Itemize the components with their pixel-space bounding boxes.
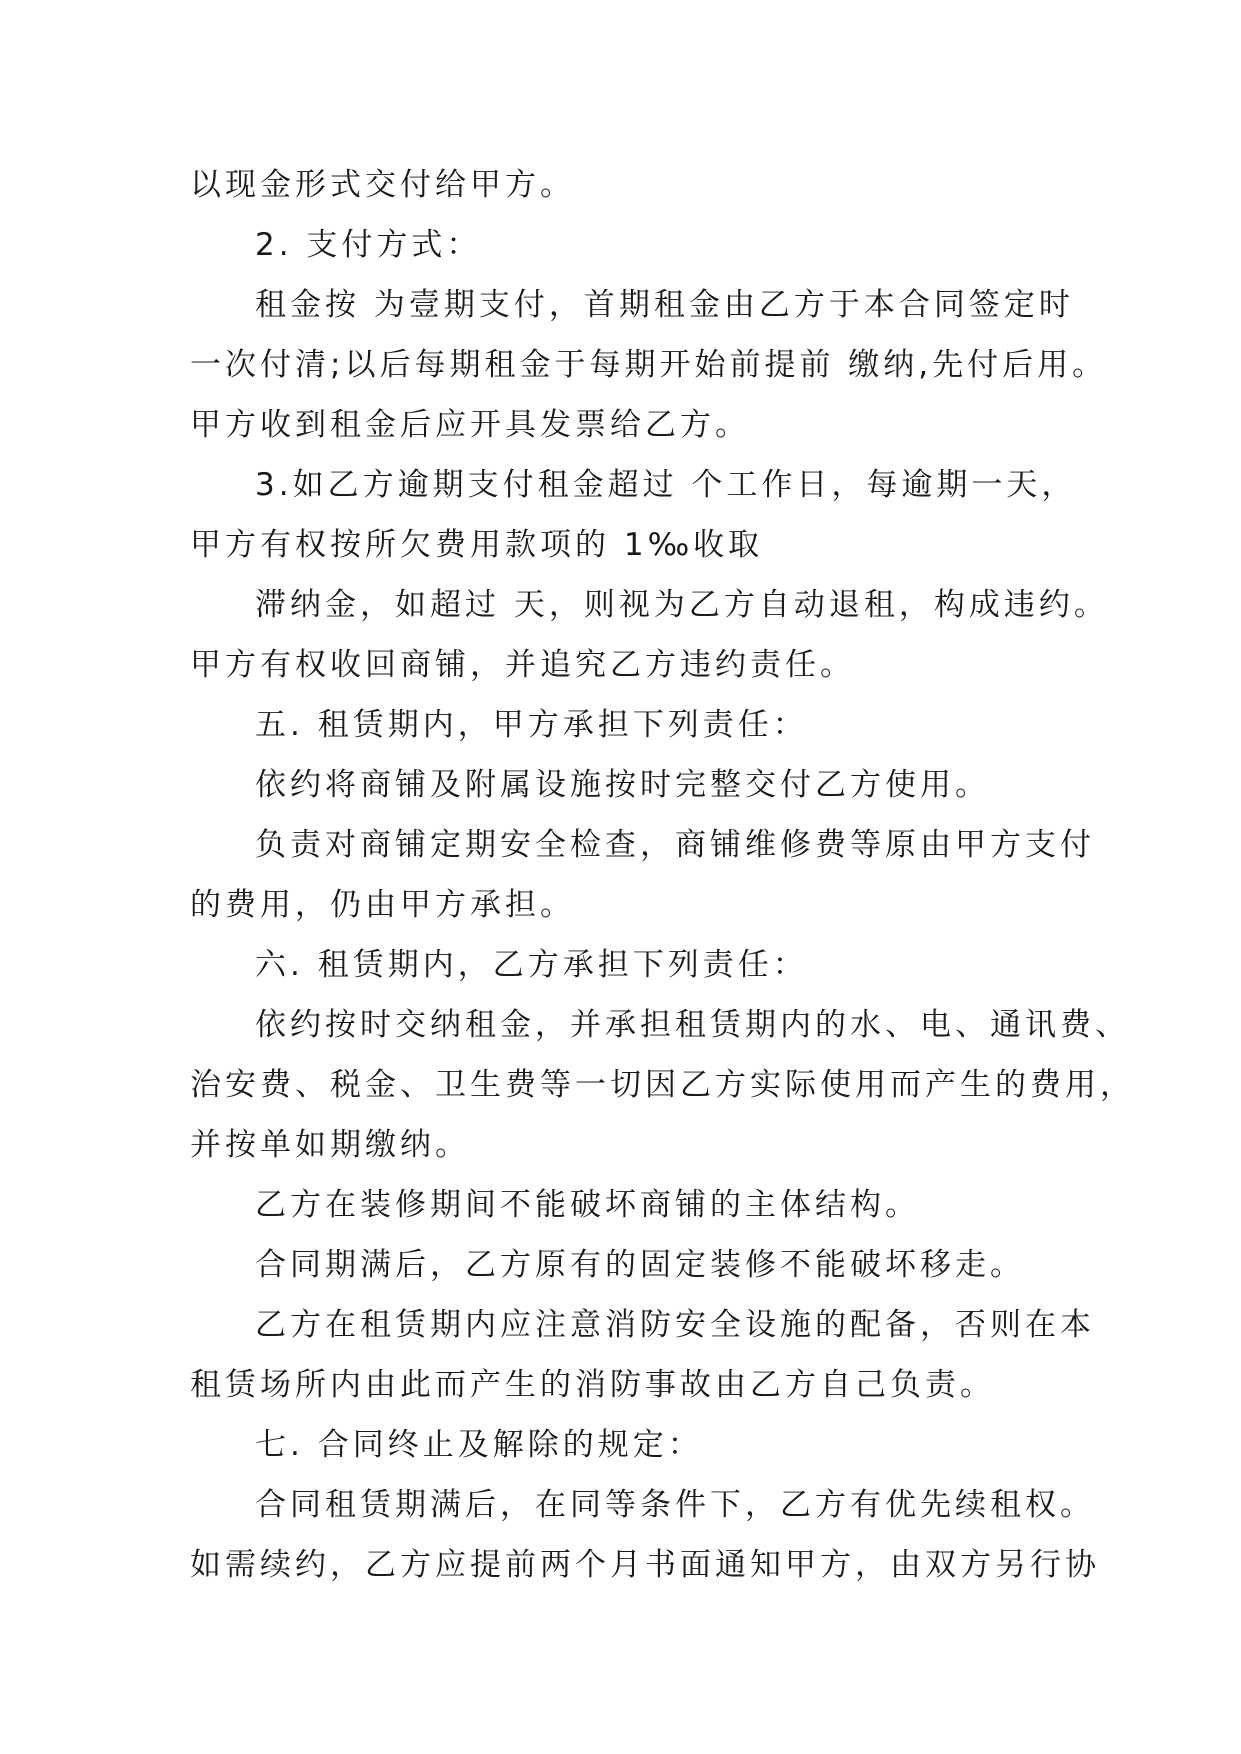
text-line: 乙方在装修期间不能破坏商铺的主体结构。 [255, 1187, 920, 1223]
text-line: 甲方收到租金后应开具发票给乙方。 [190, 407, 750, 443]
section-heading: 五. 租赁期内，甲方承担下列责任： [255, 707, 808, 743]
text-line: 如需续约，乙方应提前两个月书面通知甲方，由双方另行协 [190, 1547, 1100, 1583]
text-line: 依约将商铺及附属设施按时完整交付乙方使用。 [255, 767, 990, 803]
text-line: 并按单如期缴纳。 [190, 1127, 470, 1163]
text-line: 甲方有权按所欠费用款项的 1‰收取 [190, 527, 764, 563]
text-line: 租赁场所内由此而产生的消防事故由乙方自己负责。 [190, 1367, 995, 1403]
text-line: 乙方在租赁期内应注意消防安全设施的配备，否则在本 [255, 1307, 1095, 1343]
text-line: 合同期满后，乙方原有的固定装修不能破坏移走。 [255, 1247, 1025, 1283]
text-line: 租金按 为壹期支付，首期租金由乙方于本合同签定时 [255, 287, 1074, 323]
text-line: 治安费、税金、卫生费等一切因乙方实际使用而产生的费用， [190, 1067, 1135, 1103]
text-line: 3.如乙方逾期支付租金超过 个工作日，每逾期一天， [255, 467, 1077, 503]
text-line: 合同租赁期满后，在同等条件下，乙方有优先续租权。 [255, 1487, 1095, 1523]
section-heading: 六. 租赁期内，乙方承担下列责任： [255, 947, 808, 983]
text-line: 甲方有权收回商铺，并追究乙方违约责任。 [190, 647, 855, 683]
text-line: 2. 支付方式： [255, 227, 482, 263]
text-line: 依约按时交纳租金，并承担租赁期内的水、电、通讯费、 [255, 1007, 1130, 1043]
text-line: 负责对商铺定期安全检查，商铺维修费等原由甲方支付 [255, 827, 1095, 863]
text-line: 的费用，仍由甲方承担。 [190, 887, 575, 923]
text-line: 以现金形式交付给甲方。 [190, 167, 575, 203]
text-line: 滞纳金，如超过 天，则视为乙方自动退租，构成违约。 [255, 587, 1109, 623]
section-heading: 七. 合同终止及解除的规定： [255, 1427, 703, 1463]
text-line: 一次付清;以后每期租金于每期开始前提前 缴纳,先付后用。 [190, 347, 1108, 383]
